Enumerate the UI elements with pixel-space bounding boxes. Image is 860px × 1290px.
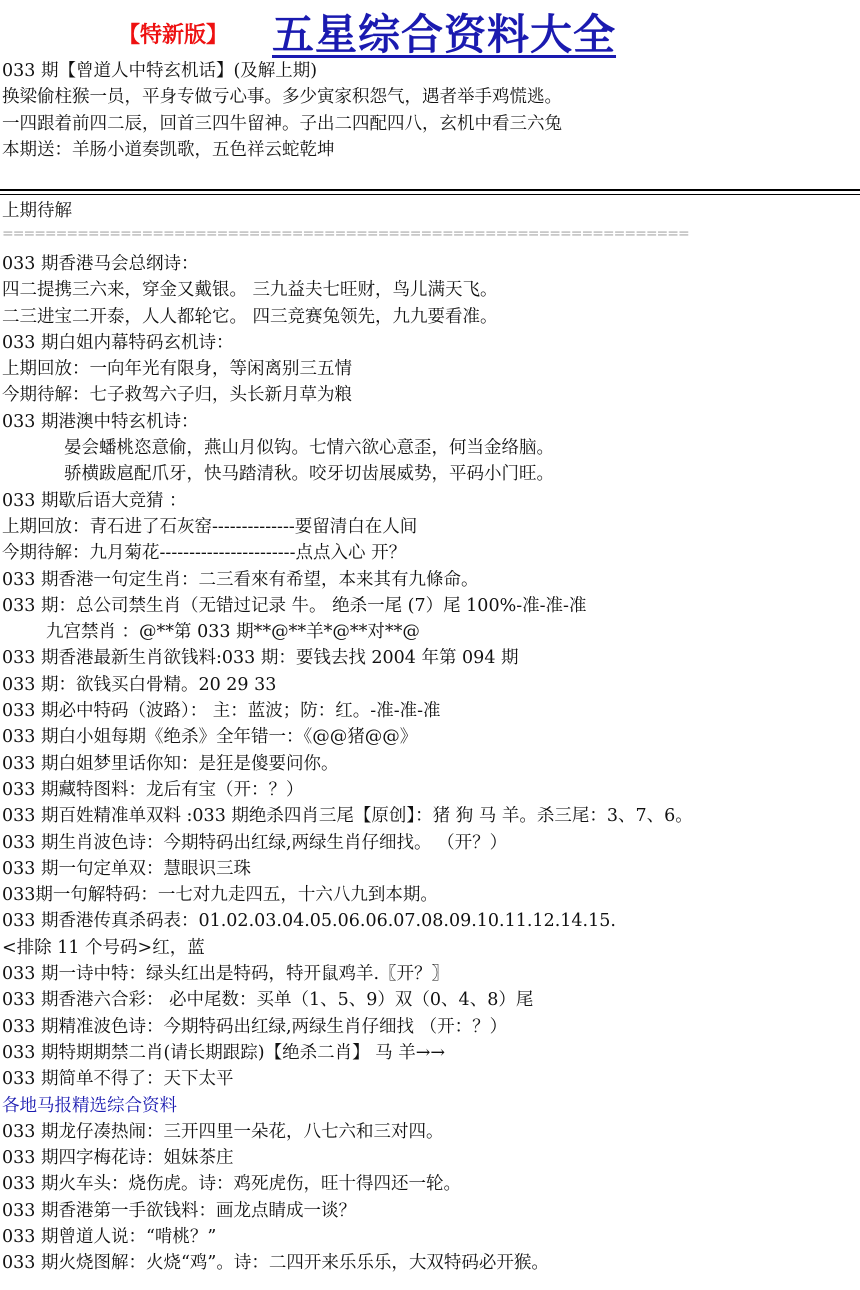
list-item: 晏会蟠桃恣意偷，燕山月似钩。七情六欲心意歪，何当金络脑。 [64, 438, 554, 459]
list-item: 033 期简单不得了：天下太平 [2, 1069, 234, 1090]
list-item: 033 期一句定单双：慧眼识三珠 [2, 858, 251, 879]
list-item: 033 期火车头：烧伤虎。诗：鸡死虎伤，旺十得四还一轮。 [2, 1174, 461, 1195]
list-item: 九宫禁肖 ：@**第 033 期**@**羊*@**对**@ [46, 622, 420, 643]
list-item: 上期回放：一向年光有限身，等闲离别三五情 [2, 359, 352, 380]
list-item: 上期回放：青石进了石灰窑--------------要留清白在人间 [2, 516, 418, 537]
section-header [2, 198, 860, 244]
list-item: 033 期藏特图料：龙后有宝（开：？） [2, 779, 304, 800]
top-line: 一四跟着前四二辰，回首三四牛留神。子出二四配四八，玄机中看三六兔 [2, 113, 562, 134]
list-item: 四二提携三六来，穿金又戴银。 三九益夫七旺财，鸟儿满天飞。 [2, 280, 498, 301]
list-item: 033 期曾道人说：“啃桃？” [2, 1226, 217, 1247]
list-item: 033 期白姐内幕特码玄机诗： [2, 332, 234, 353]
list-item: 骄横跋扈配爪牙，快马踏清秋。咬牙切齿展威势，平码小门旺。 [64, 464, 554, 485]
list-item: <排除 11 个号码>红，蓝 [2, 937, 205, 958]
list-item: 033 期精准波色诗：今期特码出红绿,两绿生肖仔细找 （开：？） [2, 1016, 508, 1037]
subsection-title: 各地马报精选综合资料 [2, 1095, 177, 1116]
list-item: 033 期白姐梦里话你知：是狂是傻要问你。 [2, 753, 339, 774]
list-item: 033 期：总公司禁生肖（无错过记录 牛。 绝杀一尾 (7）尾 100%-准-准-准 [2, 595, 587, 616]
content-list [2, 251, 860, 1277]
list-item: 033期一句解特码：一七对九走四五，十六八九到本期。 [2, 885, 438, 906]
top-section [2, 58, 860, 163]
divider [0, 189, 860, 195]
list-item: 033 期一诗中特：绿头红出是特码，特开鼠鸡羊.〖开？〗 [2, 964, 450, 985]
top-line: 033 期【曾道人中特玄机话】(及解上期) [2, 61, 318, 81]
list-item: 033 期香港马会总纲诗： [2, 254, 199, 274]
separator: ================================================================ [2, 226, 689, 243]
list-item: 033 期白小姐每期《绝杀》全年错一：《@@猪@@》 [2, 727, 418, 748]
list-item: 033 期特期期禁二肖(请长期跟踪)【绝杀二肖】 马 羊→→ [2, 1042, 446, 1063]
list-item: 033 期香港六合彩： 必中尾数：买单（1、5、9）双（0、4、8）尾 [2, 990, 534, 1011]
list-item: 033 期龙仔凑热闹：三开四里一朵花，八七六和三对四。 [2, 1121, 444, 1142]
list-item: 033 期四字梅花诗：姐妹茶庄 [2, 1148, 234, 1169]
list-item: 033 期：欲钱买白骨精。20 29 33 [2, 674, 277, 695]
top-line: 本期送：羊肠小道奏凯歌，五色祥云蛇乾坤 [2, 139, 335, 160]
section-title: 上期待解 [2, 201, 72, 221]
list-item: 033 期必中特码（波路）： 主：蓝波；防：红。-准-准-准 [2, 701, 441, 722]
top-line: 换梁偷柱猴一员，平身专做亏心事。多少寅家积怨气，遇者举手鸡慌逃。 [2, 87, 562, 108]
list-item: 033 期香港第一手欲钱料：画龙点睛成一谈？ [2, 1200, 356, 1221]
list-item: 033 期港澳中特玄机诗： [2, 411, 199, 432]
list-item: 033 期百姓精准单双料 :033 期绝杀四肖三尾【原创】：猪 狗 马 羊。杀三尾：3、7、6。 [2, 806, 693, 827]
list-item: 033 期香港最新生肖欲钱料:033 期：要钱去找 2004 年第 094 期 [2, 648, 519, 669]
list-item: 今期待解：九月菊花-----------------------点点入心 开？ [2, 543, 407, 564]
list-item: 033 期香港传真杀码表：01.02.03.04.05.06.06.07.08.09.10.11.12.14.15. [2, 911, 616, 932]
list-item: 033 期香港一句定生肖：二三看來有希望，本来其有九條命。 [2, 569, 479, 590]
list-item: 033 期生肖波色诗：今期特码出红绿,两绿生肖仔细找。 （开？） [2, 832, 508, 853]
edition-badge: 【特新版】 [118, 23, 229, 48]
header [0, 0, 860, 58]
list-item: 今期待解：七子救驾六子归，头长新月草为粮 [2, 385, 352, 406]
list-item: 033 期歇后语大竞猜 ： [2, 490, 187, 511]
page-title: 五星综合资料大全 [272, 10, 617, 59]
list-item: 二三进宝二开泰，人人都轮它。 四三竞赛兔领先，九九要看准。 [2, 306, 498, 327]
list-item: 033 期火烧图解：火烧“鸡”。诗：二四开来乐乐乐，大双特码必开猴。 [2, 1253, 549, 1274]
